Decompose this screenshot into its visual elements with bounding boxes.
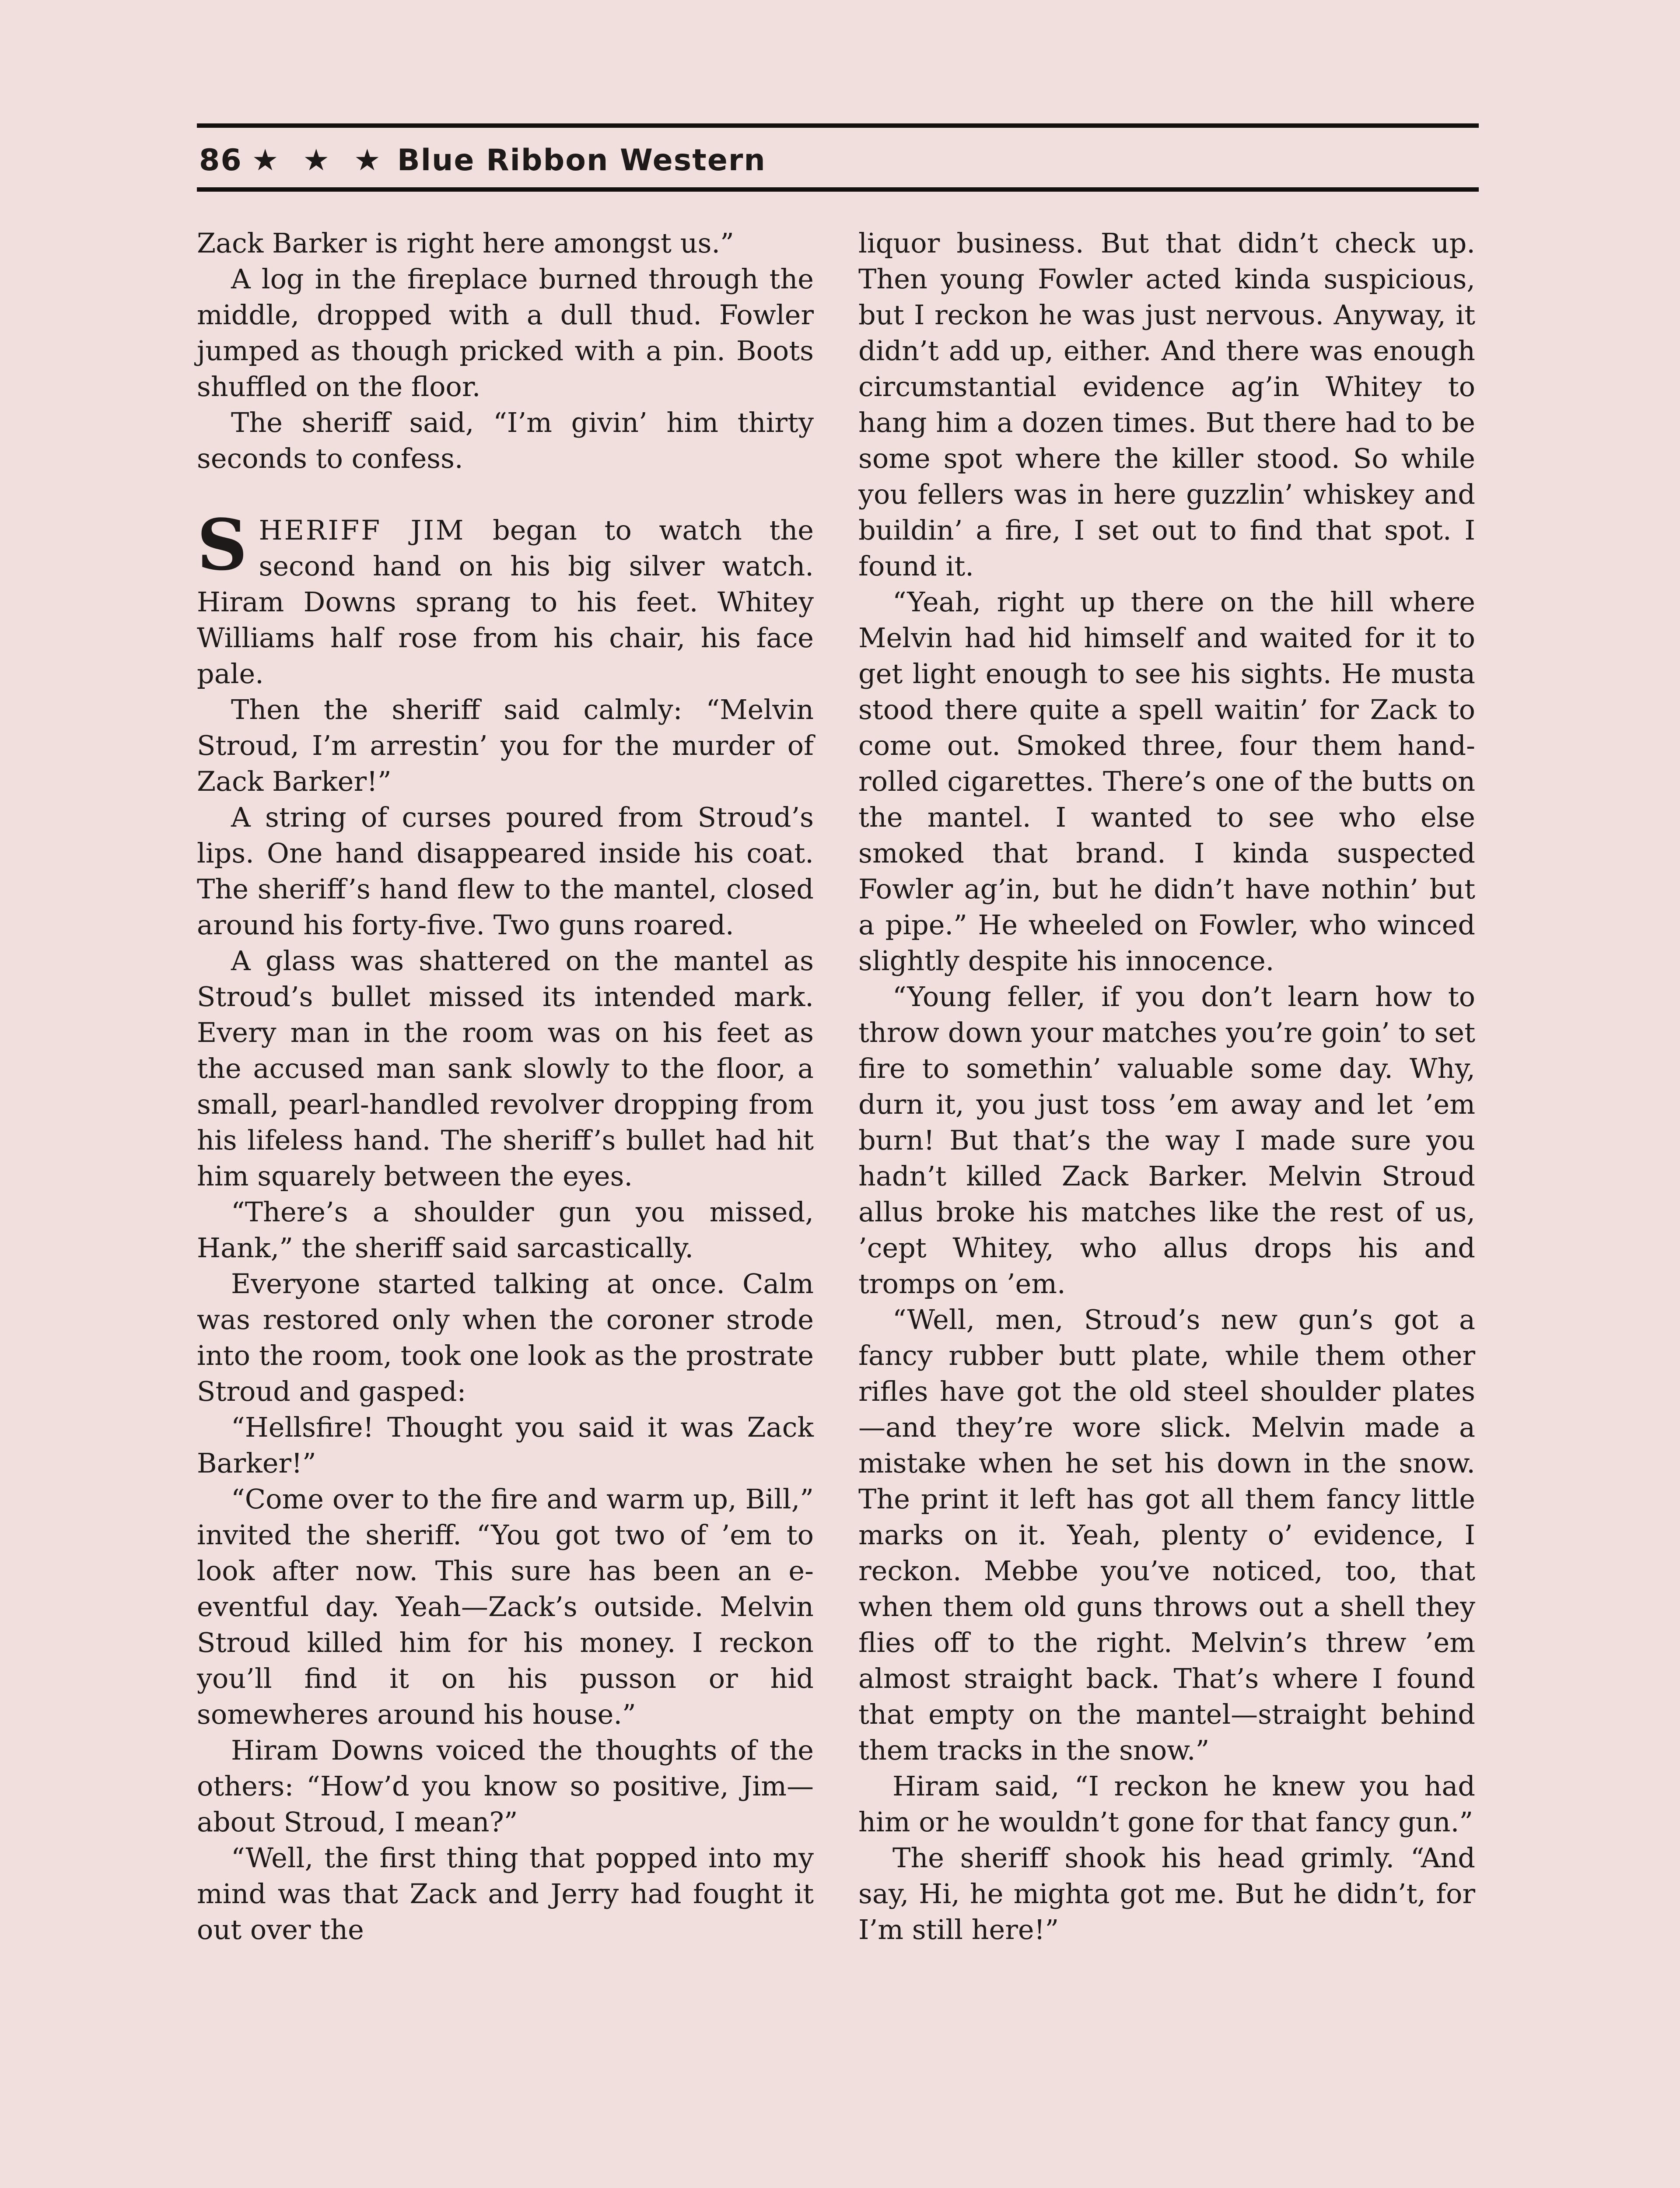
paragraph: The sheriff shook his head grimly. “And say, Hi, he mighta got me. But he didn’t, for I’m still here!” [858,1842,1475,1946]
paragraph: Everyone started talking at once. Calm was restored only when the coroner strode into the room, took one look as the prostrate Stroud and gasped: [197,1268,814,1407]
paragraph: “Hellsfire! Thought you said it was Zack Barker!” [197,1411,814,1479]
paragraph: “Young feller, if you don’t learn how to throw down your matches you’re goin’ to set fire to somethin’ valuable some day. Why, durn it, you just toss ’em away and let ’em burn! But that’s the way I made sure you hadn’t killed Zack Barker. Melvin Stroud allus broke his matches like the rest of us, ’cept Whitey, who allus drops his and tromps on ’em. [858,981,1475,1300]
header-top-rule [197,123,1479,128]
paragraph: The sheriff said, “I’m givin’ him thirty seconds to confess. [197,407,814,474]
star-ornaments: ★ ★ ★ [252,143,388,178]
section-opening-paragraph [197,504,814,692]
running-header [199,141,766,180]
paragraph: Zack Barker is right here amongst us.” [197,227,734,259]
paragraph: “Come over to the fire and warm up, Bill,” invited the sheriff. “You got two of ’em to look after now. This sure has been an e-eventful day. Yeah—Zack’s outside. Melvin Stroud killed him for his money. I reckon you’ll find it on his pusson or hid somewheres around his house.” [197,1483,814,1730]
magazine-title: Blue Ribbon Western [397,143,766,178]
paragraph: A string of curses poured from Stroud’s lips. One hand disappeared inside his coat. The sheriff’s hand flew to the mantel, closed around his forty-five. Two guns roared. [197,801,814,941]
drop-cap: S [197,504,248,586]
left-column [197,225,814,1948]
paragraph: liquor business. But that didn’t check up. Then young Fowler acted kinda suspicious, but I reckon he was just nervous. Anyway, it didn’t add up, either. And there was enough circumstantial evidence ag’in Whitey to hang him a dozen times. But there had to be some spot where the killer stood. So while you fellers was in here guzzlin’ whiskey and buildin’ a fire, I set out to find that spot. I found it. [858,227,1475,582]
paragraph: Hiram Downs voiced the thoughts of the others: “How’d you know so positive, Jim—about Stroud, I mean?” [197,1734,814,1838]
paragraph: “Yeah, right up there on the hill where Melvin had hid himself and waited for it to get light enough to see his sights. He musta stood there quite a spell waitin’ for Zack to come out. Smoked three, four them hand-rolled cigarettes. There’s one of the butts on the mantel. I wanted to see who else smoked that brand. I kinda suspected Fowler ag’in, but he didn’t have nothin’ but a pipe.” He wheeled on Fowler, who winced slightly despite his innocence. [858,586,1475,977]
right-column [858,225,1475,1948]
header-bottom-rule [197,187,1479,192]
paragraph: A log in the fireplace burned through the middle, dropped with a dull thud. Fowler jumped as though pricked with a pin. Boots shuffled on the floor. [197,263,814,403]
small-caps-lead: HERIFF JIM [259,514,466,546]
paragraph: Hiram said, “I reckon he knew you had him or he wouldn’t gone for that fancy gun.” [858,1770,1475,1838]
paragraph: “There’s a shoulder gun you missed, Hank,” the sheriff said sarcastically. [197,1196,814,1264]
paragraph-text: began to watch the second hand on his big silver watch. Hiram Downs sprang to his feet. Whitey Williams half rose from his chair, his face pale. [197,514,814,690]
paragraph: A glass was shattered on the mantel as Stroud’s bullet missed its intended mark. Every man in the room was on his feet as the accused man sank slowly to the floor, a small, pearl-handled revolver dropping from his lifeless hand. The sheriff’s bullet had hit him squarely between the eyes. [197,945,814,1192]
paragraph: “Well, men, Stroud’s new gun’s got a fancy rubber butt plate, while them other rifles have got the old steel shoulder plates—and they’re wore slick. Melvin made a mistake when he set his down in the snow. The print it left has got all them fancy little marks on it. Yeah, plenty o’ evidence, I reckon. Mebbe you’ve noticed, too, that when them old guns throws out a shell they flies off to the right. Melvin’s threw ’em almost straight back. That’s where I found that empty on the mantel—straight behind them tracks in the snow.” [858,1304,1475,1766]
page-number: 86 [199,143,242,178]
paragraph: “Well, the first thing that popped into my mind was that Zack and Jerry had fought it out over the [197,1842,814,1946]
paragraph: Then the sheriff said calmly: “Melvin Stroud, I’m arrestin’ you for the murder of Zack Barker!” [197,694,814,797]
